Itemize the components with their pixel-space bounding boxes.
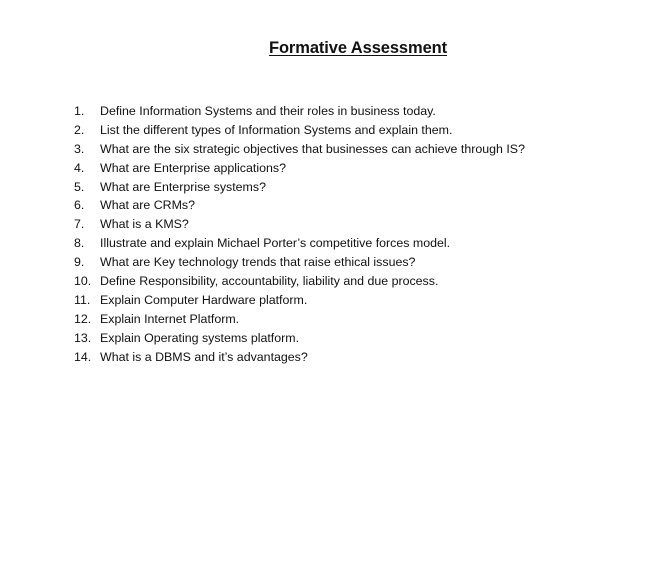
item-text: What are CRMs?: [100, 198, 196, 213]
item-number: 14.: [74, 349, 92, 364]
list-item: [74, 140, 525, 159]
list-item: [74, 159, 525, 178]
list-item: [74, 253, 525, 272]
item-text: Explain Operating systems platform.: [100, 330, 300, 345]
item-number: 4.: [74, 160, 85, 175]
item-text: List the different types of Information Systems and explain them.: [100, 122, 453, 137]
item-text: What is a KMS?: [100, 217, 189, 232]
list-item: [74, 178, 525, 197]
list-item: [74, 310, 525, 329]
item-number: 6.: [74, 198, 85, 213]
item-text: What are Key technology trends that raise ethical issues?: [100, 255, 416, 270]
item-text: Explain Internet Platform.: [100, 311, 240, 326]
item-number: 8.: [74, 236, 85, 251]
list-item: [74, 329, 525, 348]
item-text: What are the six strategic objectives that businesses can achieve through IS?: [100, 141, 525, 156]
item-number: 1.: [74, 104, 85, 118]
list-item: [74, 234, 525, 253]
list-item: [74, 196, 525, 215]
item-number: 10.: [74, 274, 92, 289]
question-list: [74, 102, 525, 366]
list-item: [74, 121, 525, 140]
list-item: [74, 291, 525, 310]
list-item: [74, 348, 525, 367]
item-text: Explain Computer Hardware platform.: [100, 292, 308, 307]
item-number: 7.: [74, 217, 85, 232]
item-number: 5.: [74, 179, 85, 194]
item-text: Illustrate and explain Michael Porter’s competitive forces model.: [100, 236, 451, 251]
page-title: Formative Assessment: [268, 39, 448, 57]
item-text: What is a DBMS and it’s advantages?: [100, 349, 308, 364]
item-number: 9.: [74, 255, 85, 270]
list-item: [74, 102, 525, 121]
item-number: 2.: [74, 122, 85, 137]
item-text: Define Information Systems and their roles in business today.: [100, 104, 436, 118]
list-item: [74, 272, 525, 291]
item-number: 3.: [74, 141, 85, 156]
item-number: 13.: [74, 330, 92, 345]
item-text: What are Enterprise systems?: [100, 179, 266, 194]
item-text: Define Responsibility, accountability, liability and due process.: [100, 274, 439, 289]
item-number: 11.: [74, 292, 91, 307]
item-number: 12.: [74, 311, 92, 326]
item-text: What are Enterprise applications?: [100, 160, 286, 175]
list-item: [74, 215, 525, 234]
